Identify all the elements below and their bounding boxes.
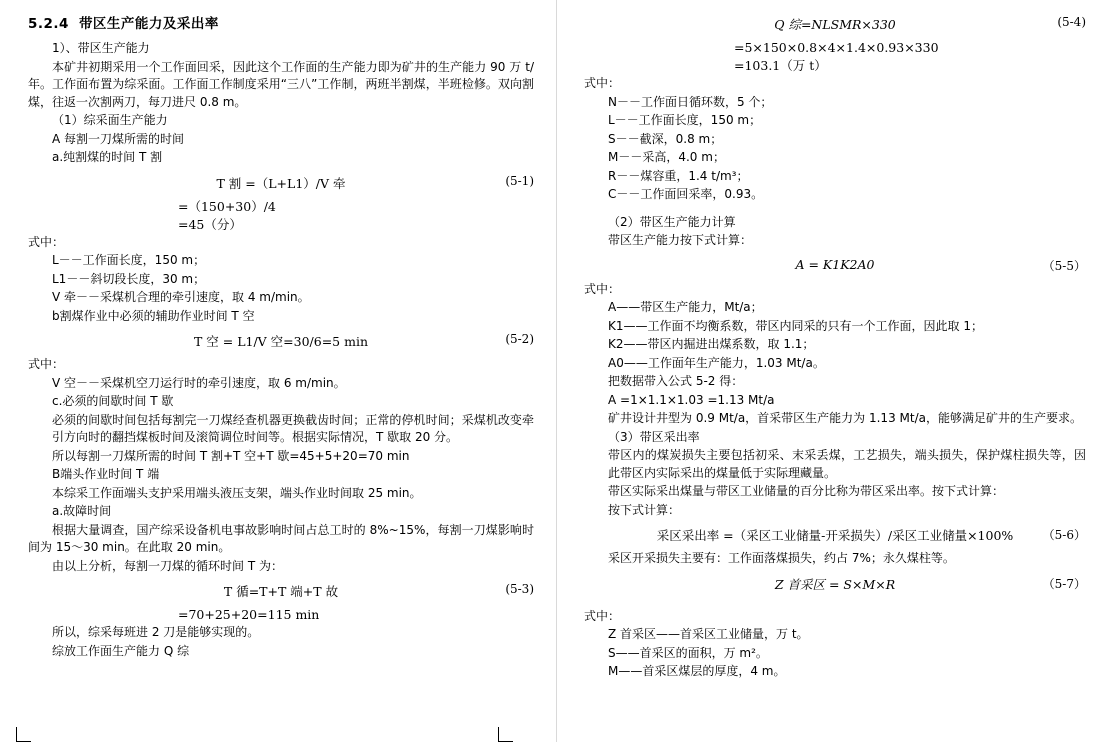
- paragraph: N－－工作面日循环数，5 个；: [608, 94, 773, 109]
- formula-row: [28, 582, 534, 600]
- paragraph: M－－采高，4.0 m；: [608, 150, 725, 164]
- paragraph: 矿井设计井型为 0.9 Mt/a，首采带区生产能力为 1.13 Mt/a，能够满足矿井的生产要求。: [608, 411, 1082, 425]
- paragraph: 带区生产能力按下式计算：: [608, 233, 753, 247]
- paragraph: K2——带区内掘进出煤系数，取 1.1；: [608, 337, 815, 351]
- paragraph: V 牵－－采煤机合理的牵引速度，取 4 m/min。: [52, 290, 310, 304]
- formula-row: [584, 526, 1086, 544]
- page-title: [28, 12, 534, 32]
- paragraph: 式中：: [28, 234, 65, 249]
- equation-number: （5-7）: [1042, 576, 1086, 591]
- paragraph: 由以上分析，每割一刀煤的循环时间 T 为：: [52, 558, 283, 573]
- paragraph: a.纯割煤的时间 T 割: [52, 150, 163, 164]
- left-body-text: [28, 40, 534, 660]
- paragraph: 带区内的煤炭损失主要包括初采、末采丢煤，工艺损失，端头损失，保护煤柱损失等，因此带区内实际采出的煤量低于实际理藏量。: [608, 448, 1086, 480]
- calculation-line: =45（分）: [178, 216, 242, 232]
- paragraph: 式中：: [584, 281, 621, 296]
- formula: T 空 = L1/V 空=30/6=5 min: [193, 334, 369, 349]
- paragraph: 所以，综采每班进 2 刀是能够实现的。: [52, 625, 260, 639]
- paragraph: R－－煤容重，1.4 t/m³；: [608, 168, 749, 183]
- left-column: [0, 0, 556, 742]
- crop-mark-left: [16, 727, 31, 742]
- calculation-line: =（150+30）/4: [178, 198, 276, 214]
- right-body-text: [584, 15, 1086, 681]
- formula: Z 首采区 = S×M×R: [774, 576, 896, 592]
- paragraph: K1——工作面不均衡系数，带区内同采的只有一个工作面，因此取 1；: [608, 318, 983, 333]
- paragraph: 式中：: [28, 357, 65, 371]
- paragraph: 根据大量调查，国产综采设备机电事故影响时间占总工时的 8%~15%，每割一刀煤影响时间为 15～30 min。在此取 20 min。: [28, 522, 534, 554]
- paragraph: L－－工作面长度，150 m；: [52, 253, 206, 267]
- paragraph: 按下式计算：: [608, 502, 681, 517]
- formula: T 割 =（L+L1）/V 牵: [216, 175, 346, 191]
- paragraph: 本矿井初期采用一个工作面回采，因此这个工作面的生产能力即为矿井的生产能力 90 万 t/年。工作面布置为综采面。工作面工作制度采用“三八”工作制，两班半割煤，半班检修。双向割煤，往返一次割两刀，每刀进尺 0.8 m。: [28, 59, 534, 109]
- paragraph: C－－工作面回采率，0.93。: [608, 187, 764, 201]
- section-number: 5.2.4: [28, 16, 69, 32]
- calculation-lines: [28, 606, 534, 624]
- crop-mark-middle: [498, 727, 513, 742]
- calculation-lines: [584, 39, 1086, 75]
- equation-number: (5-4): [1057, 15, 1086, 29]
- formula-row: [28, 332, 534, 350]
- paragraph: 式中：: [584, 608, 621, 623]
- formula: Q 综=NLSMR×330: [774, 17, 896, 32]
- paragraph: 把数据带入公式 5-2 得：: [608, 374, 744, 388]
- spacer: [584, 599, 1086, 608]
- formula-row: [584, 257, 1086, 275]
- formula-row: [584, 575, 1086, 593]
- paragraph: 综放工作面生产能力 Q 综: [52, 643, 190, 658]
- paragraph: 1）、带区生产能力: [52, 41, 150, 55]
- calculation-lines: [28, 198, 534, 234]
- paragraph: 带区实际采出煤量与带区工业储量的百分比称为带区采出率。按下式计算：: [608, 484, 1005, 498]
- paragraph: 必须的间歇时间包括每割完一刀煤经查机器更换截齿时间；正常的停机时间；采煤机改变牵引方向时的翻挡煤板时间及滚简调位时间等。根据实际情况，T 歇取 20 分。: [52, 412, 534, 444]
- calculation-line: =70+25+20=115 min: [178, 607, 320, 622]
- spacer: [584, 205, 1086, 214]
- formula-row: [584, 15, 1086, 33]
- paragraph: c.必须的间歇时间 T 歇: [52, 394, 174, 408]
- paragraph: b割煤作业中必须的辅助作业时间 T 空: [52, 308, 255, 323]
- paragraph: （3）带区采出率: [608, 429, 700, 444]
- section-title-text: 带区生产能力及采出率: [78, 16, 219, 32]
- paragraph: A——带区生产能力，Mt/a；: [608, 300, 763, 314]
- paragraph: M——首采区煤层的厚度，4 m。: [608, 664, 786, 678]
- paragraph: A =1×1.1×1.03 =1.13 Mt/a: [608, 392, 775, 407]
- paragraph: A0——工作面年生产能力，1.03 Mt/a。: [608, 355, 825, 370]
- formula-row: [28, 174, 534, 192]
- paragraph: B端头作业时间 T 端: [52, 467, 160, 481]
- paragraph: 式中：: [584, 76, 621, 90]
- equation-number: (5-3): [505, 582, 534, 596]
- formula: T 循=T+T 端+T 故: [223, 584, 339, 599]
- equation-number: （5-5）: [1042, 258, 1086, 273]
- calculation-line: =103.1（万 t）: [734, 58, 827, 73]
- paragraph: S——首采区的面积，万 m²。: [608, 645, 768, 660]
- calculation-line: =5×150×0.8×4×1.4×0.93×330: [734, 40, 939, 55]
- paragraph: （1）综采面生产能力: [52, 113, 168, 127]
- paragraph: 本综采工作面端头支护采用端头液压支架，端头作业时间取 25 min。: [52, 485, 422, 500]
- paragraph: S－－截深，0.8 m；: [608, 131, 723, 146]
- equation-number: （5-6）: [1042, 528, 1086, 542]
- paragraph: （2）带区生产能力计算: [608, 214, 736, 229]
- equation-number: (5-2): [505, 332, 534, 346]
- formula: A = K1K2A0: [795, 256, 875, 272]
- paragraph: A 每割一刀煤所需的时间: [52, 131, 185, 146]
- equation-number: (5-1): [505, 173, 534, 188]
- paragraph: L－－工作面长度，150 m；: [608, 113, 762, 127]
- paragraph: a.故障时间: [52, 504, 112, 518]
- right-column: [556, 0, 1112, 742]
- paragraph: Z 首采区——首采区工业储量，万 t。: [608, 627, 809, 641]
- paragraph: L1－－斜切段长度，30 m；: [52, 271, 206, 286]
- paragraph: V 空－－采煤机空刀运行时的牵引速度，取 6 m/min。: [52, 375, 346, 390]
- formula: 采区采出率 =（采区工业储量-开采损失）/采区工业储量×100%: [656, 528, 1014, 543]
- paragraph: 所以每割一刀煤所需的时间 T 割+T 空+T 歇=45+5+20=70 min: [52, 448, 410, 463]
- paragraph: 采区开采损失主要有：工作面落煤损失，约占 7%；永久煤柱等。: [608, 551, 955, 565]
